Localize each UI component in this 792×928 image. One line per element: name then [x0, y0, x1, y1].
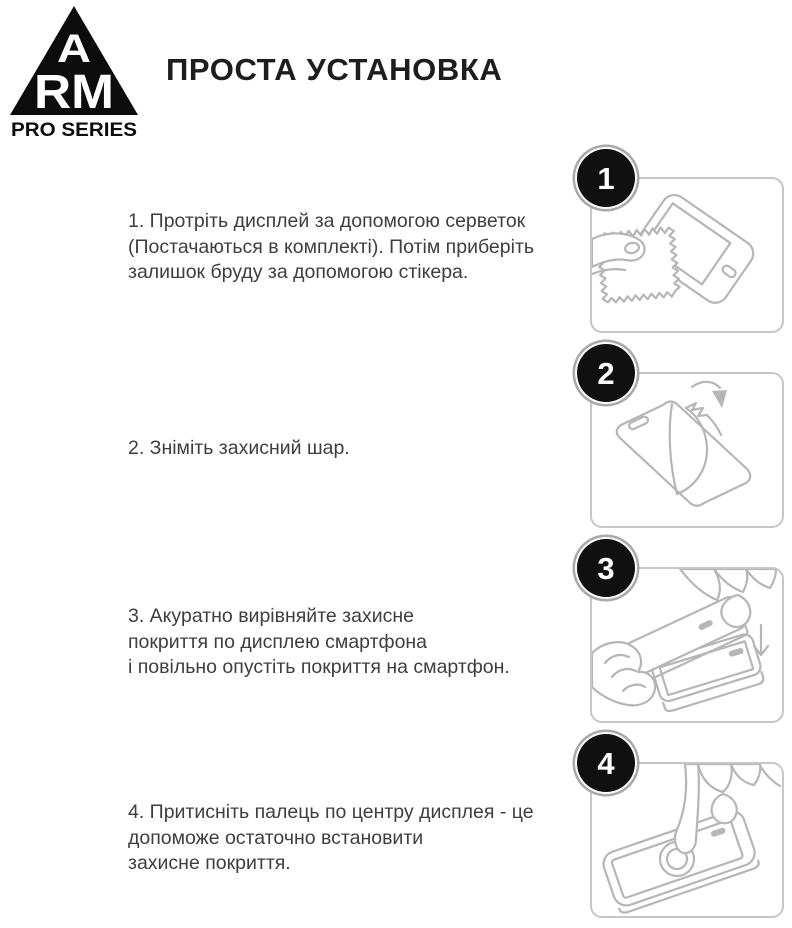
instruction-line: допоможе остаточно встановити [128, 826, 424, 849]
step-number: 3 [597, 550, 615, 586]
page-title: ПРОСТА УСТАНОВКА [166, 52, 503, 87]
step-3-number-badge [577, 539, 635, 597]
instruction-line: залишок бруду за допомогою стікера. [128, 261, 469, 283]
thumb [712, 794, 737, 823]
step-1-number-badge [577, 149, 635, 207]
instruction-line: захисне покриття. [128, 852, 291, 874]
step-number: 4 [597, 745, 615, 781]
peel-direction-arrow-icon [692, 382, 727, 408]
step-number: 2 [597, 355, 615, 391]
logo-letters-rm: RM [34, 66, 114, 119]
instruction-line: 2. Зніміть захисний шар. [128, 437, 350, 459]
instruction-line: 3. Акуратно вирівняйте захисне [128, 605, 414, 627]
instruction-line: (Постачаються в комплекті). Потім приберіть [128, 235, 535, 258]
step-2-text [128, 436, 588, 462]
step-1-text [128, 209, 588, 286]
step-number: 1 [597, 160, 615, 196]
step-3-text [128, 604, 588, 681]
arm-triangle-logo-icon [8, 4, 140, 140]
instruction-line: і повільно опустіть покриття на смартфон. [128, 656, 510, 678]
instruction-line: 4. Притисніть палець по центру дисплея - це [128, 801, 534, 823]
instruction-line: покриття по дисплею смартфона [128, 630, 428, 653]
logo-series-label: PRO SERIES [11, 120, 137, 140]
step-4-text [128, 800, 588, 877]
step-2-number-badge [577, 344, 635, 402]
step-4-number-badge [577, 734, 635, 792]
instruction-line: 1. Протріть дисплей за допомогою серветок [128, 210, 526, 232]
arm-logo [8, 4, 140, 140]
logo-letter-a: A [57, 27, 91, 71]
index-finger [675, 764, 699, 853]
